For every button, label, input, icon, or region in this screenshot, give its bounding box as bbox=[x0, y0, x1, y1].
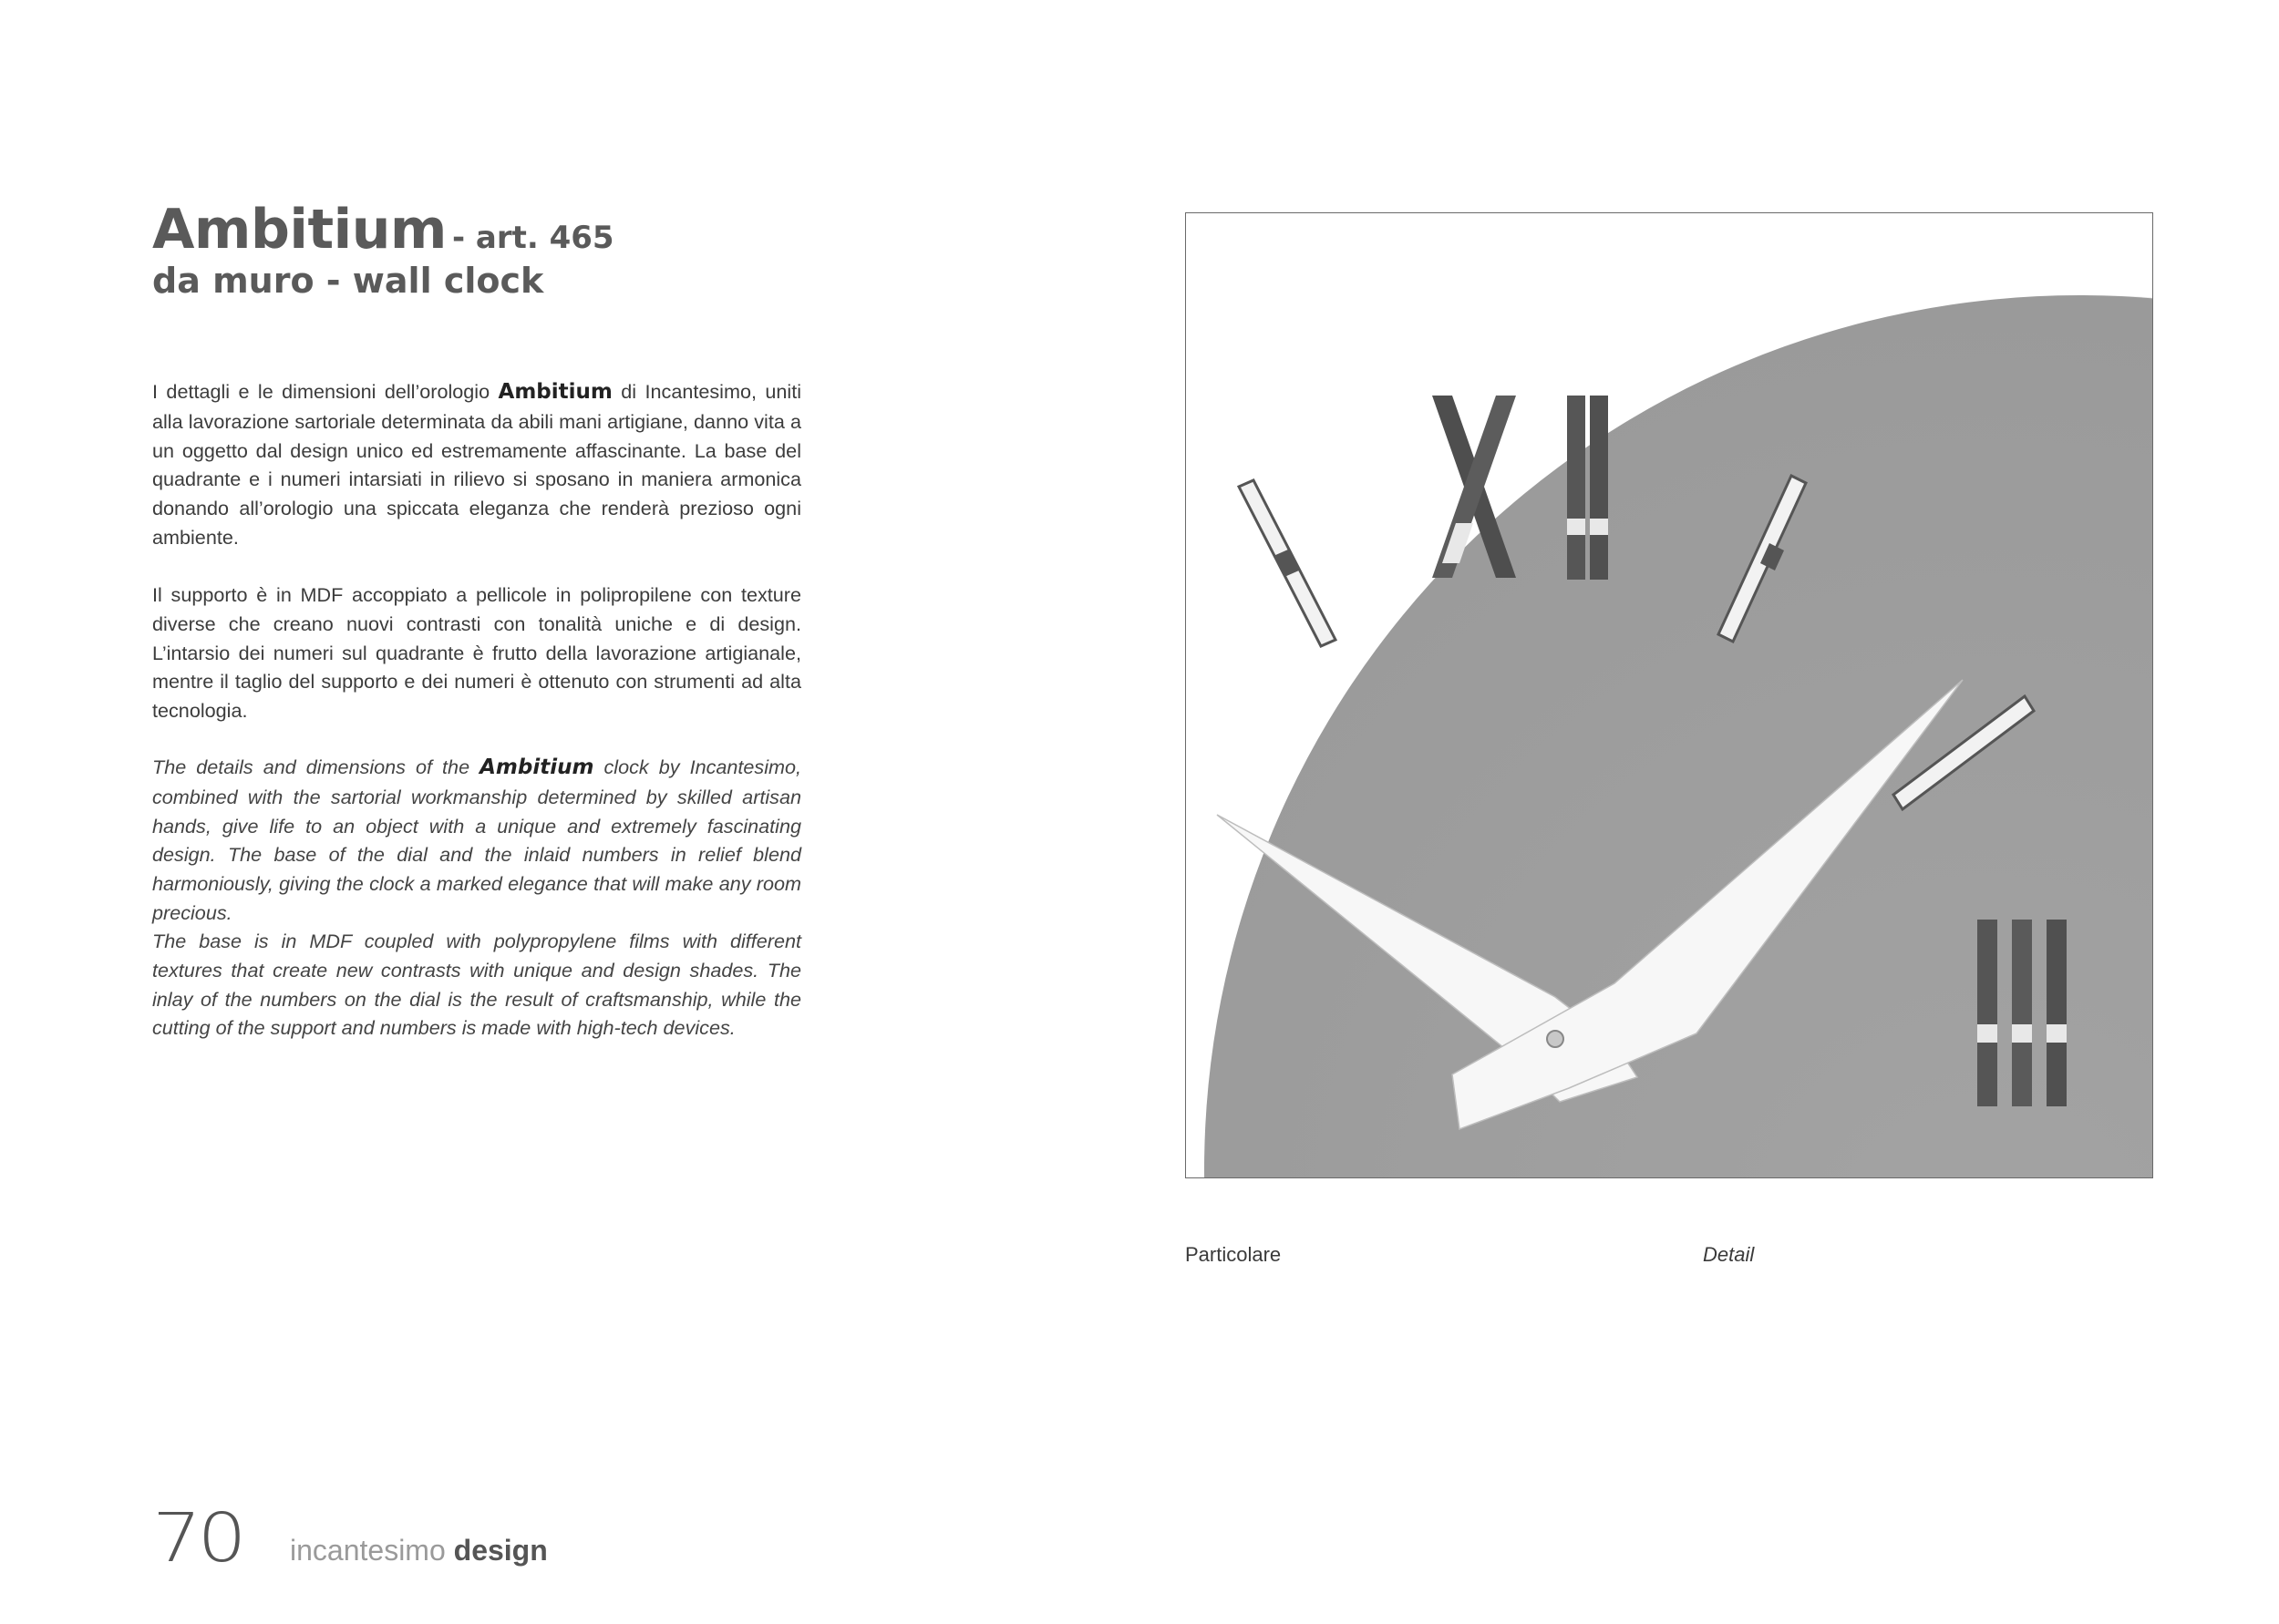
clock-detail-photo bbox=[1185, 212, 2153, 1178]
numeral-iii bbox=[1977, 920, 2067, 1106]
english-p1-text-b: clock by Incantesimo, combined with the sartorial workmanship determined by skilled artisan hands, give life to an object with a unique and extremely fascinating design. The base of the dial and the inlaid numbers in relief blend harmoniously, giving the clock a marked elegance that will make any room precious. bbox=[152, 755, 801, 924]
english-p1-product-name: Ambitium bbox=[480, 755, 594, 779]
page-number: 70 bbox=[152, 1499, 243, 1578]
center-pin bbox=[1547, 1031, 1563, 1047]
product-name: Ambitium bbox=[152, 198, 447, 262]
english-paragraph-2: The base is in MDF coupled with polypropylene films with different textures that create new contrasts with unique and design shades. The inlay of the numbers on the dial is the result of craftsmanship, while the cutting of the support and numbers is made with high-tech devices. bbox=[152, 930, 801, 1040]
italian-p1-text-a: I dettagli e le dimensioni dell’orologio bbox=[152, 380, 499, 403]
italian-p1-product-name: Ambitium bbox=[498, 380, 613, 404]
caption-english: Detail bbox=[1703, 1243, 1755, 1266]
title-block bbox=[152, 200, 614, 301]
brand-name-bold: design bbox=[453, 1534, 548, 1567]
caption-italian: Particolare bbox=[1185, 1243, 1282, 1266]
article-number: - art. 465 bbox=[451, 220, 614, 256]
brand-name-light: incantesimo bbox=[290, 1534, 446, 1567]
english-p1-text-a: The details and dimensions of the bbox=[152, 755, 480, 778]
italian-paragraph-2: Il supporto è in MDF accoppiato a pellicole in polipropilene con texture diverse che creano nuovi contrasti con tonalità uniche e di design. L’intarsio dei numeri sul quadrante è frutto della lavorazione artigianale, mentre il taglio del supporto e dei numeri è ottenuto con strumenti ad alta tecnologia. bbox=[152, 583, 801, 723]
product-title bbox=[152, 198, 614, 262]
dial-face bbox=[1204, 295, 2152, 1177]
brand-footer bbox=[290, 1534, 548, 1567]
italian-p1-text-b: di Incantesimo, uniti alla lavorazione sartoriale determinata da abili mani artigiane, danno vita a un oggetto dal design unico ed estremamente affascinante. La base del quadrante e i numeri intarsiati in rilievo si sposano in maniera armonica donando all’orologio una spiccata eleganza che renderà prezioso ogni ambiente. bbox=[152, 380, 801, 549]
english-paragraph-1 bbox=[152, 753, 801, 928]
clock-dial-illustration bbox=[1186, 213, 2152, 1177]
tick-11 bbox=[1239, 480, 1335, 646]
product-subtitle: da muro - wall clock bbox=[152, 261, 544, 301]
italian-paragraph-1 bbox=[152, 377, 801, 552]
